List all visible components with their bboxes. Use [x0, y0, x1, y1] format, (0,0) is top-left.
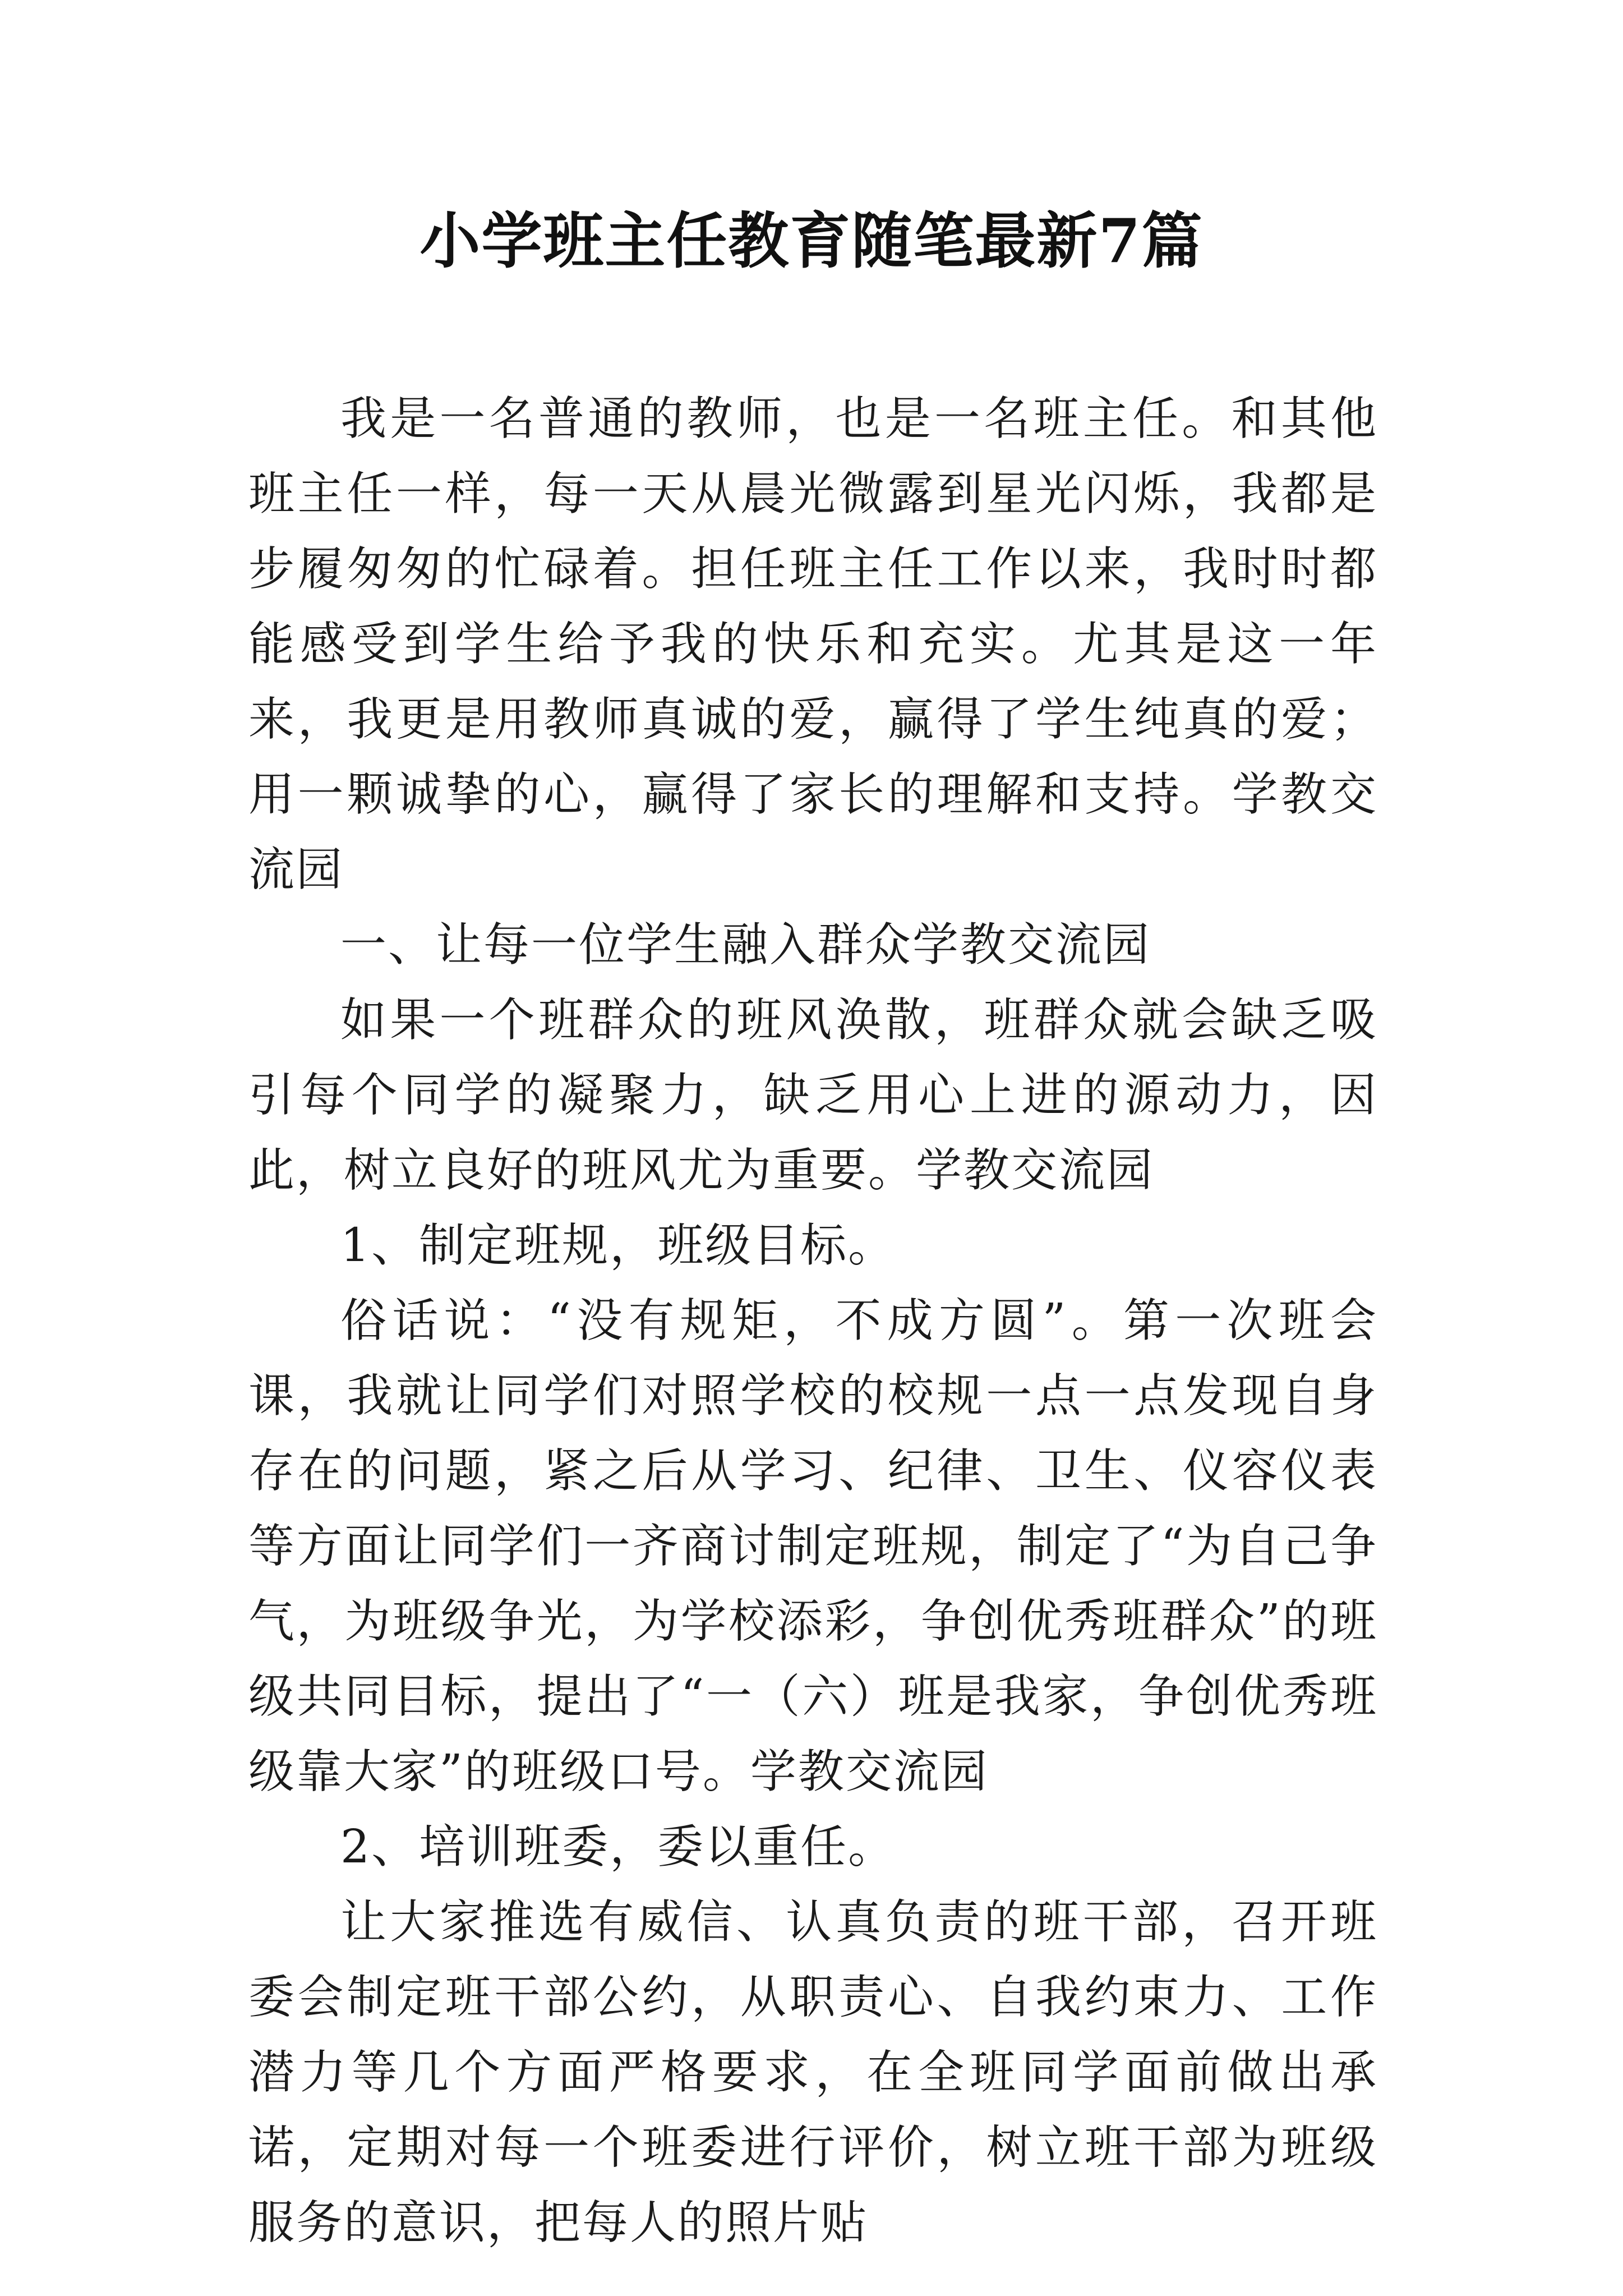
document-body	[248, 381, 1378, 2261]
paragraph-intro: 我是一名普通的教师，也是一名班主任。和其他班主任一样，每一天从晨光微露到星光闪烁，我都是步履匆匆的忙碌着。担任班主任工作以来，我时时都能感受到学生给予我的快乐和充实。尤其是这一年来，我更是用教师真诚的爱，赢得了学生纯真的爱；用一颗诚挚的心，赢得了家长的理解和支持。学教交流园	[248, 392, 1378, 896]
paragraph-committee: 让大家推选有威信、认真负责的班干部，召开班委会制定班干部公约，从职责心、自我约束力、工作潜力等几个方面严格要求，在全班同学面前做出承诺，定期对每一个班委进行评价，树立班干部为班级服务的意识，把每人的照片贴	[248, 1895, 1378, 2249]
paragraph-rules: 俗话说：“没有规矩，不成方圆”。第一次班会课，我就让同学们对照学校的校规一点一点发现自身存在的问题，紧之后从学习、纪律、卫生、仪容仪表等方面让同学们一齐商讨制定班规，制定了“为自己争气，为班级争光，为学校添彩，争创优秀班群众”的班级共同目标，提出了“一（六）班是我家，争创优秀班级靠大家”的班级口号。学教交流园	[248, 1294, 1378, 1798]
subheading-rules: 1、制定班规，班级目标。	[340, 1219, 896, 1272]
subheading-committee: 2、培训班委，委以重任。	[340, 1820, 896, 1874]
paragraph-class-spirit: 如果一个班群众的班风涣散，班群众就会缺乏吸引每个同学的凝聚力，缺乏用心上进的源动力，因此，树立良好的班风尤为重要。学教交流园	[248, 993, 1378, 1197]
document-title: 小学班主任教育随笔最新7篇	[419, 206, 1204, 277]
section-heading-1: 一、让每一位学生融入群众学教交流园	[340, 918, 1151, 972]
